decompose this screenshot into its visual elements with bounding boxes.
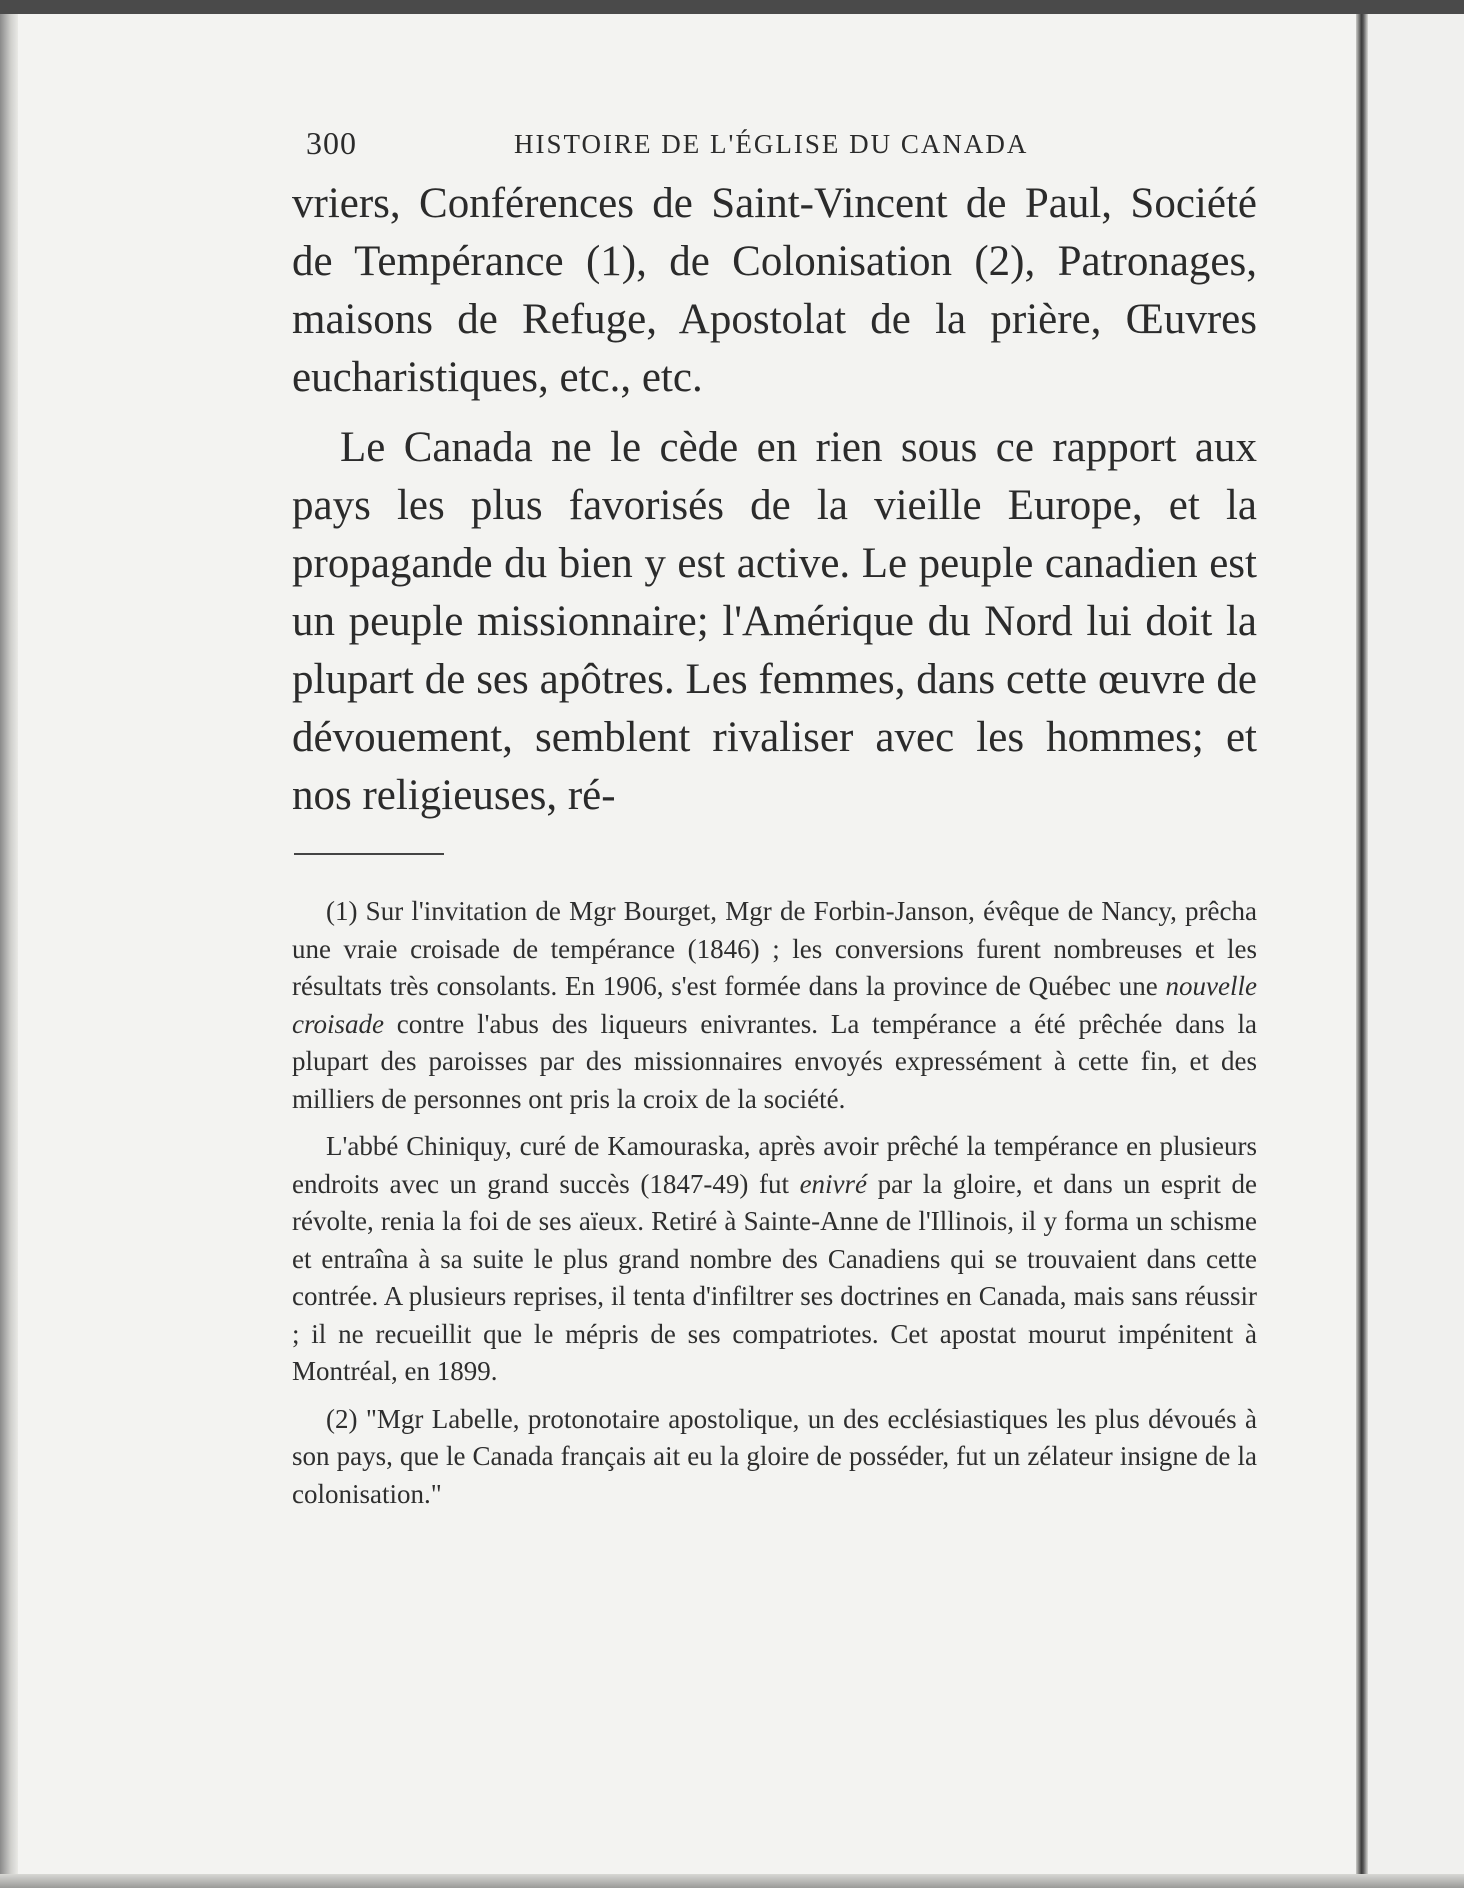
body-paragraph: Le Canada ne le cède en rien sous ce rapport aux pays les plus favorisés de la vieille Europe, et la propagande du bien y est active. Le peuple canadien est un peuple missionnaire; l'Amérique du Nord lui doit la plupart de ses apôtres. Les femmes, dans cette œuvre de dévouement, semblent rivaliser avec les hommes; et nos religieuses, ré- [292, 424, 1257, 819]
footnote-text: (1) Sur l'invitation de Mgr Bourget, Mgr de Forbin-Janson, évêque de Nancy, prêcha une vraie croisade de tempérance (1846) ; les conversions furent nombreuses et les résultats très consolants. En 1906, s'est formée dans la province de Québec une [292, 896, 1257, 1001]
footnote-italic: nouvelle croisade [292, 971, 1257, 1039]
running-title: HISTOIRE DE L'ÉGLISE DU CANADA [514, 129, 1029, 159]
footnote-1-continuation [292, 1128, 1257, 1391]
running-head [292, 125, 1257, 175]
footnote-text: contre l'abus des liqueurs enivrantes. La tempérance a été prêchée dans la plupart des paroisses par des missionnaires envoyés expressément à cette fin, et des milliers de personnes ont pris la croix de la société. [292, 1008, 1257, 1114]
adjacent-page [1368, 14, 1464, 1888]
footnote-2: (2) "Mgr Labelle, protonotaire apostolique, un des ecclésiastiques les plus dévoués à son pays, que le Canada français ait eu la gloire de posséder, fut un zélateur insigne de la colonisation." [292, 1403, 1257, 1509]
main-text [292, 175, 1257, 825]
footnote-text: par la gloire, et dans un esprit de révolte, renia la foi de ses aïeux. Retiré à Sainte-Anne de l'Illinois, il y forma un schisme et entraîna à sa suite le plus grand nombre des Canadiens qui se trouvaient dans cette contrée. A plusieurs reprises, il tenta d'infiltrer ses doctrines en Canada, mais sans réussir ; il ne recueillit que le mépris de ses compatriotes. Cet apostat mourut impénitent à Montréal, en 1899. [292, 1168, 1257, 1386]
footnote-separator [294, 853, 444, 855]
scan-bottom-edge [0, 1874, 1464, 1888]
book-page [292, 125, 1257, 1523]
body-paragraph: vriers, Conférences de Saint-Vincent de Paul, Société de Tempérance (1), de Colonisation (2), Patronages, maisons de Refuge, Apostolat de la prière, Œuvres eucharistiques, etc., etc. [292, 180, 1257, 401]
scan-left-edge [0, 14, 18, 1888]
footnote-italic: enivré [799, 1168, 868, 1199]
book-gutter [1356, 14, 1368, 1888]
footnotes [292, 893, 1257, 1513]
scan-top-edge [0, 0, 1464, 14]
page-number: 300 [306, 125, 357, 161]
footnote-1 [292, 893, 1257, 1118]
footnote-text: L'abbé Chiniquy, curé de Kamouraska, après avoir prêché la tempérance en plusieurs endroits avec un grand succès (1847-49) fut [292, 1131, 1257, 1199]
